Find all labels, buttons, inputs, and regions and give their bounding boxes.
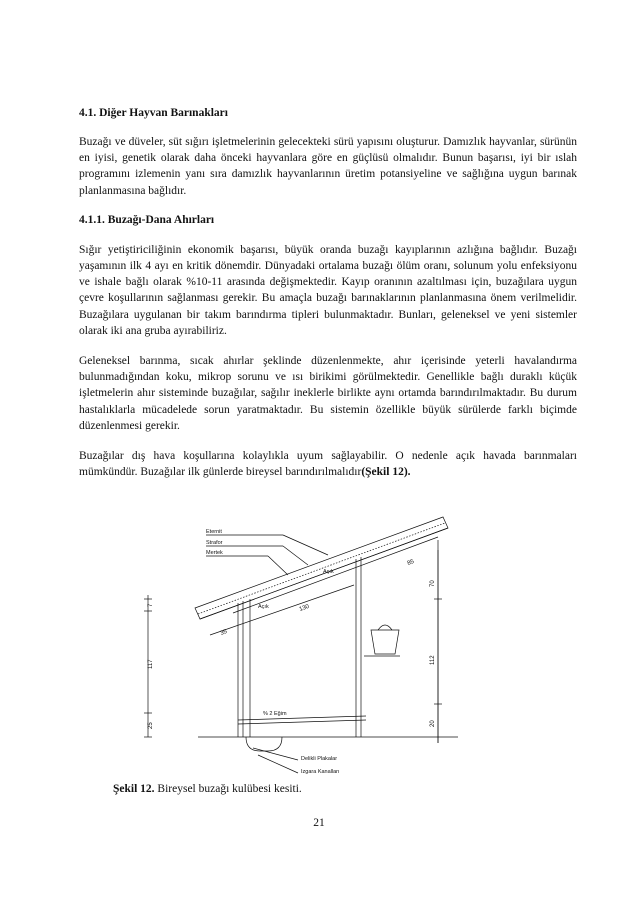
- subsection-heading: 4.1.1. Buzağı-Dana Ahırları: [79, 213, 215, 226]
- dim-25: 25: [148, 722, 154, 729]
- slope-dimension: [210, 585, 354, 635]
- section-drawing: [138, 515, 463, 787]
- section-heading: 4.1. Diğer Hayvan Barınakları: [79, 107, 228, 119]
- paragraph: Buzağı ve düveler, süt sığırı işletmelerinin gelecekteki sürü yapısını oluşturur. Damızlık hayvanlar, sürünün en iyisi, genetik olarak daha önceki hayvanlara göre en güçlüsü olmalıdır. Bunun başarısı, iyi bir ıslah programını izlemenin yanı sıra damızlık hayvanlarının üretim potansiyeline ve sağlığına uygun barınak planlanmasına bağlıdır.: [79, 136, 577, 197]
- dim-35: 35: [219, 628, 228, 637]
- label-delikli: Delikli Plakalar: [301, 756, 338, 762]
- caption-text: Bireysel buzağı kulübesi kesiti.: [154, 783, 302, 795]
- dim-130: 130: [298, 603, 311, 613]
- figure-reference: (Şekil 12).: [361, 466, 411, 479]
- figure-caption: [113, 783, 302, 795]
- paragraph-text: Buzağılar dış hava koşullarına kolaylıkla uyum sağlayabilir. O nedenle açık havada barınmaları mümkündür. Buzağılar ilk günlerde bireysel barındırılmalıdır: [79, 450, 577, 479]
- dim-112: 112: [430, 655, 436, 665]
- label-mertek: Mertek: [206, 550, 223, 556]
- paragraph: Geleneksel barınma, sıcak ahırlar şeklinde düzenlenmekte, ahır içerisinde yeterli havalandırma bulunmadığından koku, mikrop sorunu ve ısı birikimi görülmektedir. Genellikle bağlı duraklı küçük işletmelerin ahır sisteminde buzağılar, sağılır ineklerle birlikte aynı ortamda barındırılmaktadır. Bu durum hastalıklarla mücadelede sorun yaratmaktadır. Bu sistemin özellikle büyük sürülerde farklı biçimde düzenlenmesi gerekir.: [79, 355, 577, 432]
- rafter: [233, 537, 438, 613]
- drain-channel: [246, 737, 282, 751]
- dim-70: 70: [430, 580, 436, 587]
- label-egim: % 2 Eğim: [263, 711, 287, 717]
- label-izgara: Izgara Kanalları: [301, 769, 340, 775]
- dim-117: 117: [148, 659, 154, 669]
- caption-label: Şekil 12.: [113, 783, 155, 795]
- roof-panel: [195, 517, 448, 619]
- bucket: [371, 630, 399, 654]
- page-number: 21: [313, 817, 325, 829]
- label-strafor: Strafor: [206, 540, 223, 546]
- dim-20: 20: [430, 720, 436, 727]
- label-acik-mid: Açık: [258, 604, 269, 610]
- paragraph: Sığır yetiştiriciliğinin ekonomik başarısı, büyük oranda buzağı kayıplarının azlığına bağlıdır. Buzağı yaşamının ilk 4 ayı en kritik dönemdir. Dünyadaki ortalama buzağı ölüm oranı, solunum yolu enfeksiyonu ve ishale bağlı olarak %10-11 arasında değişmektedir. Kayıp oranının azaltılması için, buzağılara uygun çevre koşullarının sağlanması gerekir. Bu amaçla buzağı barınaklarının planlanmasına önem verilmelidir. Buzağılara uygulanan bir takım barındırma tipleri bulunmaktadır. Bunları, geleneksel ve yeni sistemler olarak iki ana gruba ayırabiliriz.: [79, 243, 577, 337]
- paragraph: [79, 448, 577, 480]
- dim-7: 7: [148, 603, 154, 607]
- text-body: [79, 106, 577, 494]
- figure-calf-hutch-section: [138, 515, 463, 787]
- label-acik-top: Açık: [323, 569, 334, 575]
- dim-85: 85: [406, 558, 415, 567]
- floor-slab: [238, 716, 366, 720]
- label-eternit: Eternit: [206, 529, 222, 535]
